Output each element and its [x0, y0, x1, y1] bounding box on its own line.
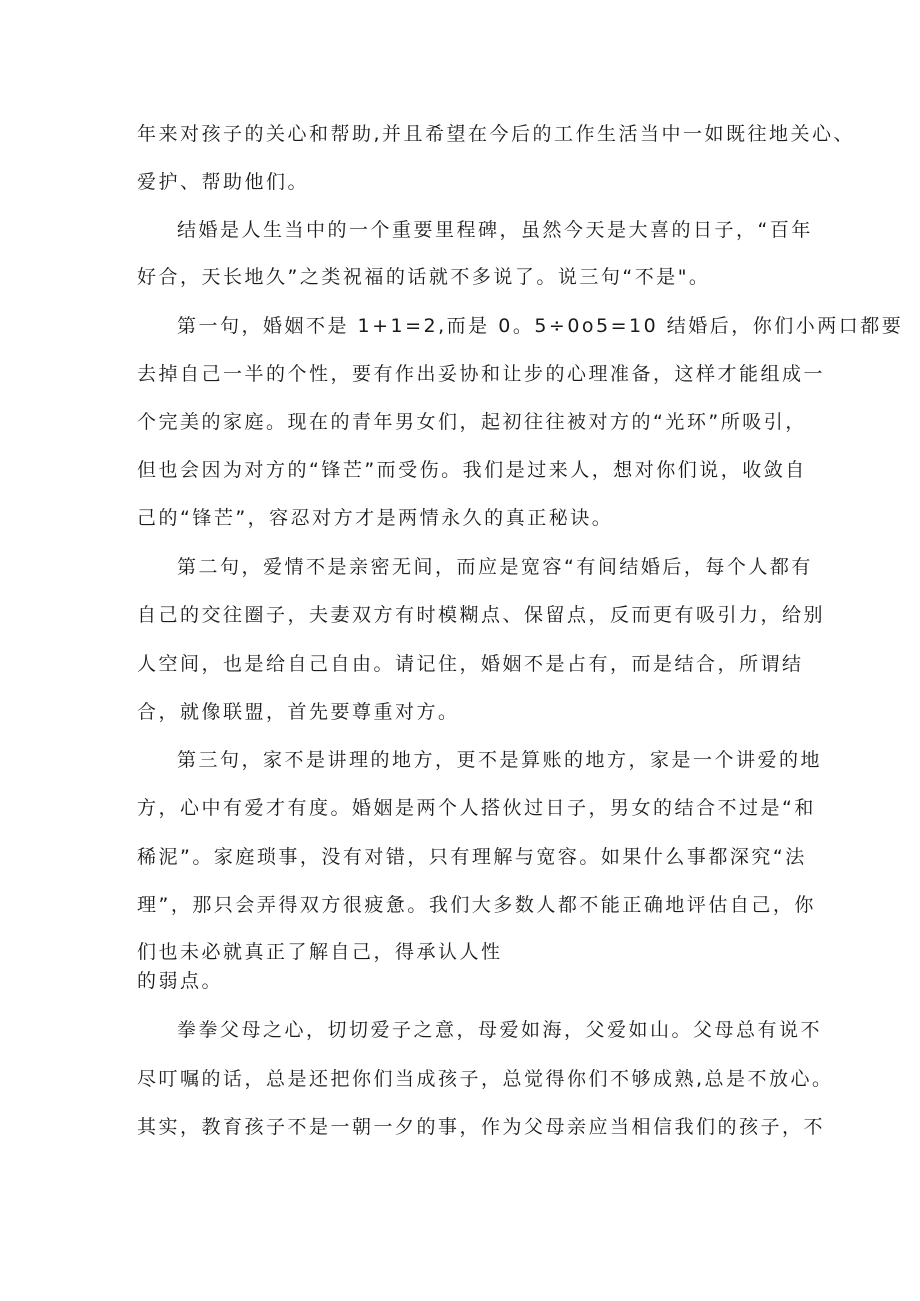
- text-line: 年来对孩子的关心和帮助,并且希望在今后的工作生活当中一如既往地关心、: [137, 123, 856, 145]
- text-line: 理”，那只会弄得双方很疲惫。我们大多数人都不能正确地评估自己，你: [137, 894, 816, 916]
- text-line: 们也未必就真正了解自己，得承认人性: [137, 941, 503, 963]
- text-line: 合，就像联盟，首先要尊重对方。: [137, 701, 460, 723]
- paragraph-start-line: 第三句，家不是讲理的地方，更不是算账的地方，家是一个讲爱的地: [177, 749, 823, 771]
- paragraph-start-line: 拳拳父母之心，切切爱子之意，母爱如海，父爱如山。父母总有说不: [177, 1019, 823, 1041]
- text-line: 其实，教育孩子不是一朝一夕的事，作为父母亲应当相信我们的孩子，不: [137, 1116, 826, 1138]
- text-line: 稀泥”。家庭琐事，没有对错，只有理解与宽容。如果什么事都深究“法: [137, 846, 807, 868]
- text-line: 尽叮嘱的话，总是还把你们当成孩子，总觉得你们不够成熟,总是不放心。: [137, 1068, 834, 1090]
- text-line: 但也会因为对方的“锋芒”而受伤。我们是过来人，想对你们说，收敛自: [137, 459, 807, 481]
- text-line: 方，心中有爱才有度。婚姻是两个人搭伙过日子，男女的结合不过是“和: [137, 797, 816, 819]
- text-line: 的弱点。: [137, 970, 224, 992]
- text-line: 个完美的家庭。现在的青年男女们，起初往往被对方的“光环”所吸引，: [137, 411, 807, 433]
- paragraph-start-line: 第二句，爱情不是亲密无间，而应是宽容“有间结婚后，每个人都有: [177, 556, 813, 578]
- paragraph-start-line: 结婚是人生当中的一个重要里程碑，虽然今天是大喜的日子，“百年: [177, 219, 813, 241]
- text-line: 爱护、帮助他们。: [137, 171, 310, 193]
- text-line: 自己的交往圈子，夫妻双方有时模糊点、保留点，反而更有吸引力，给别: [137, 604, 826, 626]
- text-line: 己的“锋芒”，容忍对方才是两情永久的真正秘诀。: [137, 507, 614, 529]
- text-line: 好合，天长地久”之类祝福的话就不多说了。说三句“不是"。: [137, 266, 711, 288]
- paragraph-start-line: 第一句，婚姻不是 1+1=2,而是 0。5÷0o5=10 结婚后，你们小两口都要: [177, 315, 904, 337]
- text-line: 去掉自己一半的个性，要有作出妥协和让步的心理准备，这样才能组成一: [137, 363, 826, 385]
- text-line: 人空间，也是给自己自由。请记住，婚姻不是占有，而是结合，所谓结: [137, 653, 804, 675]
